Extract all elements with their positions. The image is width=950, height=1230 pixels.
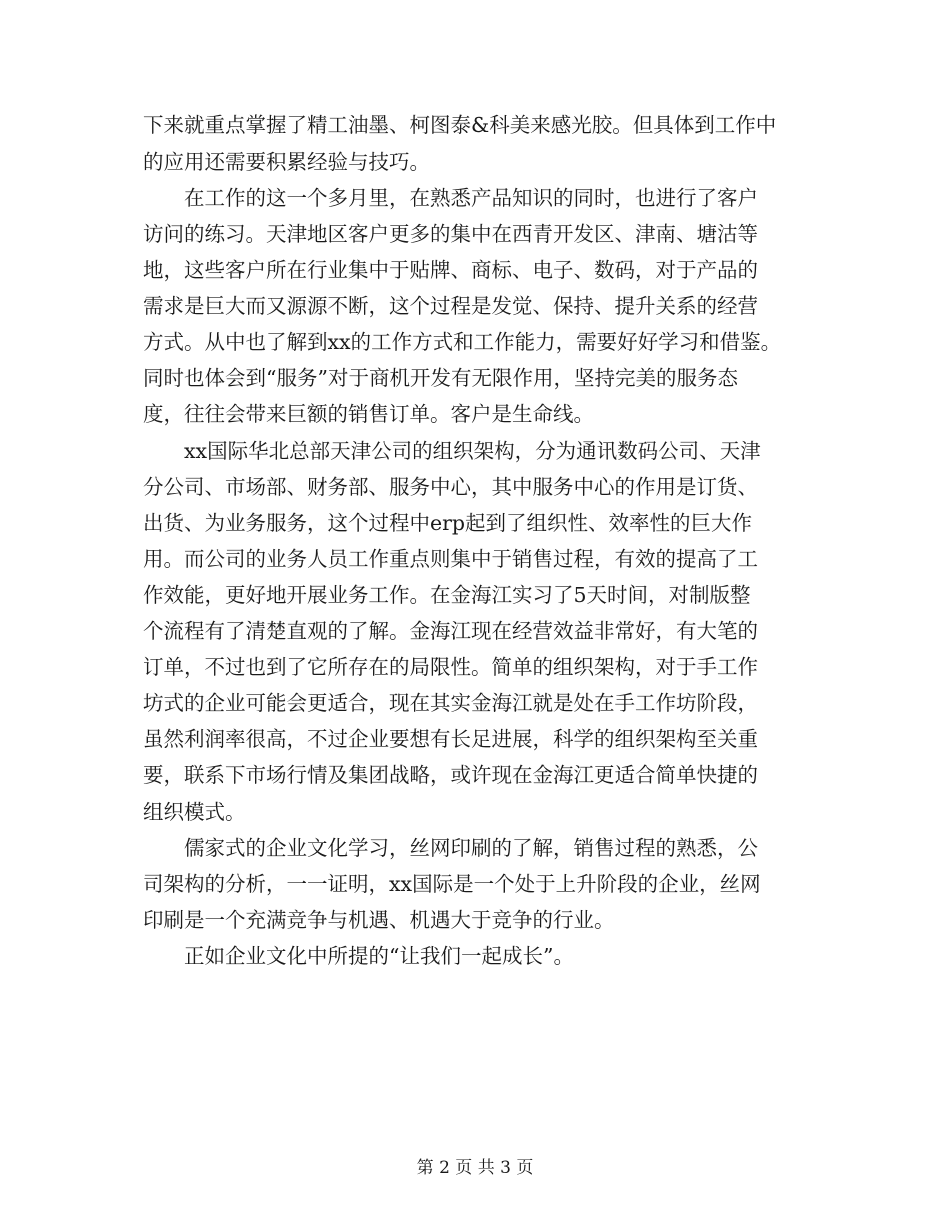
body-text-line: 印刷是一个充满竞争与机遇、机遇大于竞争的行业。 <box>143 908 615 932</box>
body-text-line: 同时也体会到“服务”对于商机开发有无限作用，坚持完美的服务态 <box>143 366 738 390</box>
body-text-line: 组织模式。 <box>143 800 246 824</box>
paragraph-first-line: 正如企业文化中所提的“让我们一起成长”。 <box>184 944 574 968</box>
paragraph-first-line: xx国际华北总部天津公司的组织架构，分为通讯数码公司、天津 <box>184 439 761 463</box>
body-text-line: 地，这些客户所在行业集中于贴牌、商标、电子、数码，对于产品的 <box>143 258 758 282</box>
body-text-line: 需求是巨大而又源源不断，这个过程是发觉、保持、提升关系的经营 <box>143 294 758 318</box>
body-text-line: 下来就重点掌握了精工油墨、柯图泰&科美来感光胶。但具体到工作中 <box>143 113 777 137</box>
page-number-footer: 第 2 页 共 3 页 <box>416 1158 534 1178</box>
body-text-line: 虽然利润率很高，不过企业要想有长足进展，科学的组织架构至关重 <box>143 727 758 751</box>
body-text-line: 坊式的企业可能会更适合，现在其实金海江就是处在手工作坊阶段， <box>143 691 758 715</box>
body-text-line: 司架构的分析，一一证明，xx国际是一个处于上升阶段的企业，丝网 <box>143 872 761 896</box>
body-text-line: 订单，不过也到了它所存在的局限性。简单的组织架构，对于手工作 <box>143 655 758 679</box>
paragraph-first-line: 在工作的这一个多月里，在熟悉产品知识的同时，也进行了客户 <box>184 186 758 210</box>
body-text-line: 方式。从中也了解到xx的工作方式和工作能力，需要好好学习和借鉴。 <box>143 330 782 354</box>
body-text-line: 作效能，更好地开展业务工作。在金海江实习了5天时间，对制版整 <box>143 583 751 607</box>
body-text-line: 出货、为业务服务，这个过程中erp起到了组织性、效率性的巨大作 <box>143 511 753 535</box>
body-text-line: 度，往往会带来巨额的销售订单。客户是生命线。 <box>143 402 594 426</box>
body-text-line: 用。而公司的业务人员工作重点则集中于销售过程，有效的提高了工 <box>143 547 758 571</box>
paragraph-first-line: 儒家式的企业文化学习，丝网印刷的了解，销售过程的熟悉，公 <box>184 836 758 860</box>
body-text-line: 个流程有了清楚直观的了解。金海江现在经营效益非常好，有大笔的 <box>143 619 758 643</box>
body-text-line: 要，联系下市场行情及集团战略，或许现在金海江更适合简单快捷的 <box>143 763 758 787</box>
body-text-line: 访问的练习。天津地区客户更多的集中在西青开发区、津南、塘沽等 <box>143 222 758 246</box>
body-text-line: 的应用还需要积累经验与技巧。 <box>143 150 430 174</box>
body-text-line: 分公司、市场部、财务部、服务中心，其中服务中心的作用是订货、 <box>143 475 758 499</box>
